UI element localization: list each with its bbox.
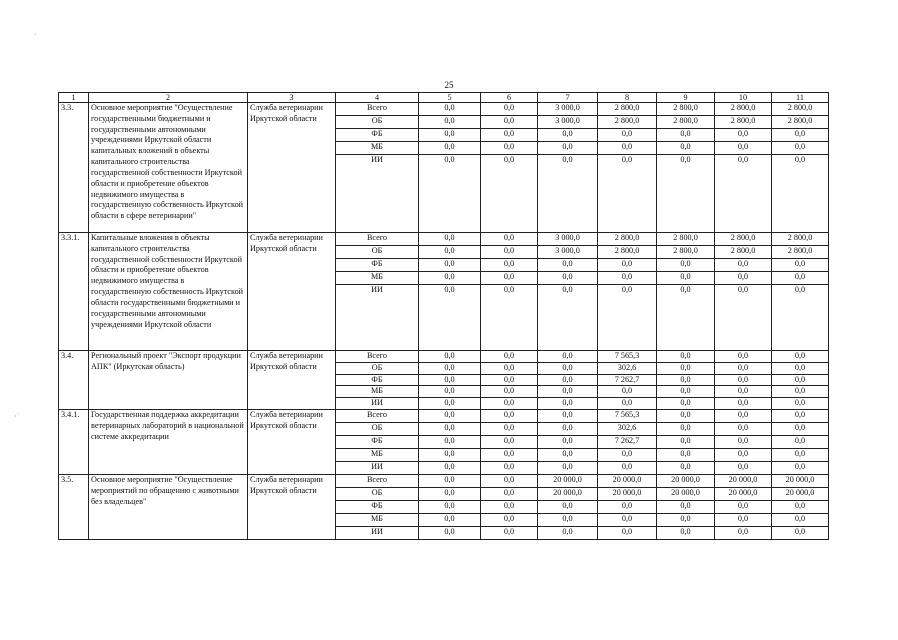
amount-cell: 0,0 [538, 398, 598, 410]
amount-cell: 0,0 [657, 386, 715, 398]
amount-cell: 2 800,0 [715, 233, 772, 246]
amount-cell: 7 565,3 [598, 410, 657, 423]
amount-cell: 0,0 [481, 398, 538, 410]
amount-cell: 2 800,0 [598, 246, 657, 259]
amount-cell: 0,0 [481, 501, 538, 514]
amount-cell: 2 800,0 [772, 103, 829, 116]
amount-cell: 0,0 [772, 285, 829, 351]
row-number: 3.4.1. [59, 410, 89, 475]
funding-source: ИИ [336, 285, 419, 351]
amount-cell: 302,6 [598, 423, 657, 436]
funding-source: МБ [336, 449, 419, 462]
amount-cell: 0,0 [419, 259, 481, 272]
row-number: 3.5. [59, 475, 89, 540]
amount-cell: 0,0 [538, 259, 598, 272]
amount-cell: 0,0 [657, 423, 715, 436]
amount-cell: 0,0 [772, 398, 829, 410]
amount-cell: 0,0 [538, 386, 598, 398]
amount-cell: 0,0 [419, 246, 481, 259]
amount-cell: 0,0 [419, 527, 481, 540]
amount-cell: 0,0 [419, 362, 481, 374]
amount-cell: 0,0 [538, 142, 598, 155]
amount-cell: 0,0 [657, 362, 715, 374]
amount-cell: 2 800,0 [772, 233, 829, 246]
amount-cell: 0,0 [481, 272, 538, 285]
funding-source: ОБ [336, 116, 419, 129]
executor: Служба ветеринарии Иркутской области [248, 475, 336, 540]
amount-cell: 0,0 [419, 449, 481, 462]
amount-cell: 0,0 [715, 436, 772, 449]
amount-cell: 0,0 [598, 501, 657, 514]
funding-source: МБ [336, 272, 419, 285]
funding-source: ОБ [336, 362, 419, 374]
executor: Служба ветеринарии Иркутской области [248, 410, 336, 475]
amount-cell: 0,0 [772, 449, 829, 462]
amount-cell: 0,0 [598, 272, 657, 285]
amount-cell: 0,0 [657, 514, 715, 527]
amount-cell: 20 000,0 [538, 488, 598, 501]
activity-name: Капитальные вложения в объекты капитального строительства государственной собственности Иркутской области и приобретение объектов недвижимого имущества в государственную собственность Иркутской области государственными бюджетными и государственными автономными учреждениями Иркутской области [89, 233, 248, 351]
table-row [59, 351, 829, 363]
amount-cell: 0,0 [772, 386, 829, 398]
amount-cell: 0,0 [419, 233, 481, 246]
amount-cell: 0,0 [772, 155, 829, 233]
amount-cell: 0,0 [481, 142, 538, 155]
funding-source: Всего [336, 233, 419, 246]
amount-cell: 0,0 [772, 462, 829, 475]
amount-cell: 0,0 [657, 259, 715, 272]
amount-cell: 0,0 [772, 423, 829, 436]
funding-source: ФБ [336, 436, 419, 449]
amount-cell: 0,0 [419, 272, 481, 285]
amount-cell: 2 800,0 [772, 116, 829, 129]
amount-cell: 0,0 [538, 501, 598, 514]
activity-name: Региональный проект "Экспорт продукции АПК" (Иркутская область) [89, 351, 248, 410]
amount-cell: 0,0 [715, 155, 772, 233]
amount-cell: 0,0 [419, 398, 481, 410]
amount-cell: 0,0 [598, 462, 657, 475]
amount-cell: 0,0 [481, 351, 538, 363]
amount-cell: 2 800,0 [657, 103, 715, 116]
amount-cell: 0,0 [657, 398, 715, 410]
amount-cell: 0,0 [715, 386, 772, 398]
amount-cell: 0,0 [481, 514, 538, 527]
amount-cell: 20 000,0 [538, 475, 598, 488]
amount-cell: 0,0 [419, 374, 481, 386]
amount-cell: 0,0 [481, 374, 538, 386]
amount-cell: 0,0 [715, 351, 772, 363]
amount-cell: 0,0 [657, 129, 715, 142]
amount-cell: 0,0 [715, 462, 772, 475]
amount-cell: 2 800,0 [715, 246, 772, 259]
amount-cell: 20 000,0 [772, 475, 829, 488]
amount-cell: 20 000,0 [715, 488, 772, 501]
column-header: 6 [481, 93, 538, 103]
amount-cell: 0,0 [657, 155, 715, 233]
amount-cell: 0,0 [419, 514, 481, 527]
amount-cell: 0,0 [538, 129, 598, 142]
scan-speck: · [34, 30, 37, 39]
amount-cell: 0,0 [657, 351, 715, 363]
amount-cell: 0,0 [715, 398, 772, 410]
funding-source: ФБ [336, 501, 419, 514]
amount-cell: 2 800,0 [657, 233, 715, 246]
amount-cell: 0,0 [419, 462, 481, 475]
amount-cell: 0,0 [481, 103, 538, 116]
amount-cell: 3 000,0 [538, 116, 598, 129]
activity-name: Основное мероприятие "Осуществление государственными бюджетными и государственными автономными учреждениями Иркутской области капитальных вложений в объекты капитального строительства государственной собственности Иркутской области и приобретение объектов недвижимого имущества в государственную собственность Иркутской области в сфере ветеринарии" [89, 103, 248, 233]
amount-cell: 0,0 [772, 272, 829, 285]
amount-cell: 0,0 [538, 351, 598, 363]
amount-cell: 0,0 [419, 351, 481, 363]
funding-source: МБ [336, 514, 419, 527]
budget-table [58, 92, 829, 540]
amount-cell: 0,0 [715, 272, 772, 285]
amount-cell: 0,0 [598, 527, 657, 540]
scan-speck: ·˙ [14, 412, 20, 421]
amount-cell: 0,0 [598, 142, 657, 155]
amount-cell: 0,0 [598, 285, 657, 351]
amount-cell: 0,0 [657, 410, 715, 423]
funding-source: ФБ [336, 374, 419, 386]
amount-cell: 0,0 [538, 527, 598, 540]
amount-cell: 20 000,0 [772, 488, 829, 501]
amount-cell: 0,0 [715, 362, 772, 374]
amount-cell: 20 000,0 [657, 488, 715, 501]
amount-cell: 0,0 [538, 514, 598, 527]
amount-cell: 0,0 [481, 259, 538, 272]
funding-source: ИИ [336, 398, 419, 410]
amount-cell: 0,0 [598, 155, 657, 233]
amount-cell: 2 800,0 [657, 246, 715, 259]
amount-cell: 0,0 [715, 374, 772, 386]
column-header: 9 [657, 93, 715, 103]
amount-cell: 0,0 [538, 449, 598, 462]
amount-cell: 0,0 [481, 423, 538, 436]
amount-cell: 0,0 [419, 129, 481, 142]
funding-source: ИИ [336, 155, 419, 233]
amount-cell: 0,0 [772, 527, 829, 540]
funding-source: Всего [336, 103, 419, 116]
amount-cell: 7 262,7 [598, 374, 657, 386]
table-row [59, 475, 829, 488]
amount-cell: 0,0 [657, 527, 715, 540]
amount-cell: 0,0 [481, 527, 538, 540]
funding-source: ОБ [336, 423, 419, 436]
amount-cell: 0,0 [481, 233, 538, 246]
table-header-row [59, 93, 829, 103]
amount-cell: 0,0 [419, 436, 481, 449]
amount-cell: 0,0 [419, 142, 481, 155]
activity-name: Основное мероприятие "Осуществление мероприятий по обращению с животными без владельцев" [89, 475, 248, 540]
amount-cell: 302,6 [598, 362, 657, 374]
amount-cell: 0,0 [657, 462, 715, 475]
amount-cell: 0,0 [538, 285, 598, 351]
amount-cell: 7 262,7 [598, 436, 657, 449]
column-header: 5 [419, 93, 481, 103]
amount-cell: 0,0 [481, 246, 538, 259]
column-header: 11 [772, 93, 829, 103]
amount-cell: 2 800,0 [598, 233, 657, 246]
amount-cell: 0,0 [772, 514, 829, 527]
amount-cell: 0,0 [657, 449, 715, 462]
amount-cell: 2 800,0 [772, 246, 829, 259]
amount-cell: 0,0 [481, 462, 538, 475]
amount-cell: 0,0 [481, 155, 538, 233]
amount-cell: 0,0 [481, 410, 538, 423]
amount-cell: 0,0 [538, 272, 598, 285]
amount-cell: 0,0 [419, 386, 481, 398]
amount-cell: 0,0 [481, 116, 538, 129]
amount-cell: 0,0 [715, 449, 772, 462]
executor: Служба ветеринарии Иркутской области [248, 233, 336, 351]
column-header: 3 [248, 93, 336, 103]
amount-cell: 0,0 [657, 436, 715, 449]
amount-cell: 0,0 [715, 142, 772, 155]
amount-cell: 0,0 [481, 436, 538, 449]
page-number: 25 [444, 80, 454, 90]
amount-cell: 0,0 [715, 129, 772, 142]
amount-cell: 0,0 [598, 514, 657, 527]
column-header: 1 [59, 93, 89, 103]
amount-cell: 0,0 [657, 272, 715, 285]
amount-cell: 0,0 [715, 423, 772, 436]
table-row [59, 410, 829, 423]
table-row [59, 233, 829, 246]
funding-source: МБ [336, 142, 419, 155]
amount-cell: 0,0 [772, 436, 829, 449]
amount-cell: 0,0 [598, 259, 657, 272]
funding-source: ФБ [336, 129, 419, 142]
amount-cell: 0,0 [481, 475, 538, 488]
amount-cell: 20 000,0 [715, 475, 772, 488]
amount-cell: 0,0 [419, 475, 481, 488]
amount-cell: 0,0 [598, 386, 657, 398]
amount-cell: 0,0 [419, 116, 481, 129]
column-header: 8 [598, 93, 657, 103]
amount-cell: 0,0 [772, 142, 829, 155]
amount-cell: 2 800,0 [598, 116, 657, 129]
amount-cell: 20 000,0 [598, 475, 657, 488]
amount-cell: 0,0 [538, 362, 598, 374]
amount-cell: 0,0 [538, 462, 598, 475]
amount-cell: 0,0 [481, 386, 538, 398]
amount-cell: 2 800,0 [715, 103, 772, 116]
row-number: 3.3. [59, 103, 89, 233]
amount-cell: 0,0 [419, 488, 481, 501]
amount-cell: 0,0 [772, 374, 829, 386]
amount-cell: 3 000,0 [538, 233, 598, 246]
executor: Служба ветеринарии Иркутской области [248, 351, 336, 410]
amount-cell: 0,0 [772, 410, 829, 423]
funding-source: ИИ [336, 527, 419, 540]
amount-cell: 0,0 [715, 259, 772, 272]
column-header: 4 [336, 93, 419, 103]
funding-source: ФБ [336, 259, 419, 272]
amount-cell: 0,0 [772, 362, 829, 374]
table-body [59, 103, 829, 540]
column-header: 7 [538, 93, 598, 103]
amount-cell: 3 000,0 [538, 246, 598, 259]
amount-cell: 20 000,0 [657, 475, 715, 488]
funding-source: МБ [336, 386, 419, 398]
amount-cell: 0,0 [657, 374, 715, 386]
amount-cell: 0,0 [715, 285, 772, 351]
amount-cell: 2 800,0 [657, 116, 715, 129]
amount-cell: 0,0 [715, 527, 772, 540]
amount-cell: 0,0 [419, 410, 481, 423]
row-number: 3.3.1. [59, 233, 89, 351]
amount-cell: 0,0 [772, 129, 829, 142]
activity-name: Государственная поддержка аккредитации ветеринарных лабораторий в национальной системе аккредитации [89, 410, 248, 475]
funding-source: ОБ [336, 488, 419, 501]
amount-cell: 0,0 [481, 449, 538, 462]
funding-source: Всего [336, 410, 419, 423]
amount-cell: 2 800,0 [715, 116, 772, 129]
amount-cell: 0,0 [538, 374, 598, 386]
amount-cell: 20 000,0 [598, 488, 657, 501]
amount-cell: 0,0 [772, 351, 829, 363]
funding-source: ОБ [336, 246, 419, 259]
amount-cell: 0,0 [772, 259, 829, 272]
amount-cell: 0,0 [598, 129, 657, 142]
amount-cell: 0,0 [538, 155, 598, 233]
funding-source: Всего [336, 351, 419, 363]
funding-source: Всего [336, 475, 419, 488]
column-header: 2 [89, 93, 248, 103]
amount-cell: 0,0 [715, 514, 772, 527]
amount-cell: 0,0 [419, 423, 481, 436]
amount-cell: 2 800,0 [598, 103, 657, 116]
amount-cell: 0,0 [481, 488, 538, 501]
amount-cell: 0,0 [657, 285, 715, 351]
row-number: 3.4. [59, 351, 89, 410]
amount-cell: 0,0 [715, 501, 772, 514]
amount-cell: 0,0 [419, 501, 481, 514]
amount-cell: 0,0 [538, 436, 598, 449]
amount-cell: 0,0 [419, 155, 481, 233]
amount-cell: 7 565,3 [598, 351, 657, 363]
amount-cell: 0,0 [419, 103, 481, 116]
amount-cell: 0,0 [419, 285, 481, 351]
column-header: 10 [715, 93, 772, 103]
amount-cell: 0,0 [657, 501, 715, 514]
amount-cell: 0,0 [598, 398, 657, 410]
amount-cell: 0,0 [538, 423, 598, 436]
executor: Служба ветеринарии Иркутской области [248, 103, 336, 233]
amount-cell: 0,0 [772, 501, 829, 514]
amount-cell: 0,0 [481, 362, 538, 374]
amount-cell: 3 000,0 [538, 103, 598, 116]
amount-cell: 0,0 [481, 285, 538, 351]
amount-cell: 0,0 [598, 449, 657, 462]
amount-cell: 0,0 [481, 129, 538, 142]
amount-cell: 0,0 [538, 410, 598, 423]
funding-source: ИИ [336, 462, 419, 475]
table-row [59, 103, 829, 116]
amount-cell: 0,0 [657, 142, 715, 155]
amount-cell: 0,0 [715, 410, 772, 423]
